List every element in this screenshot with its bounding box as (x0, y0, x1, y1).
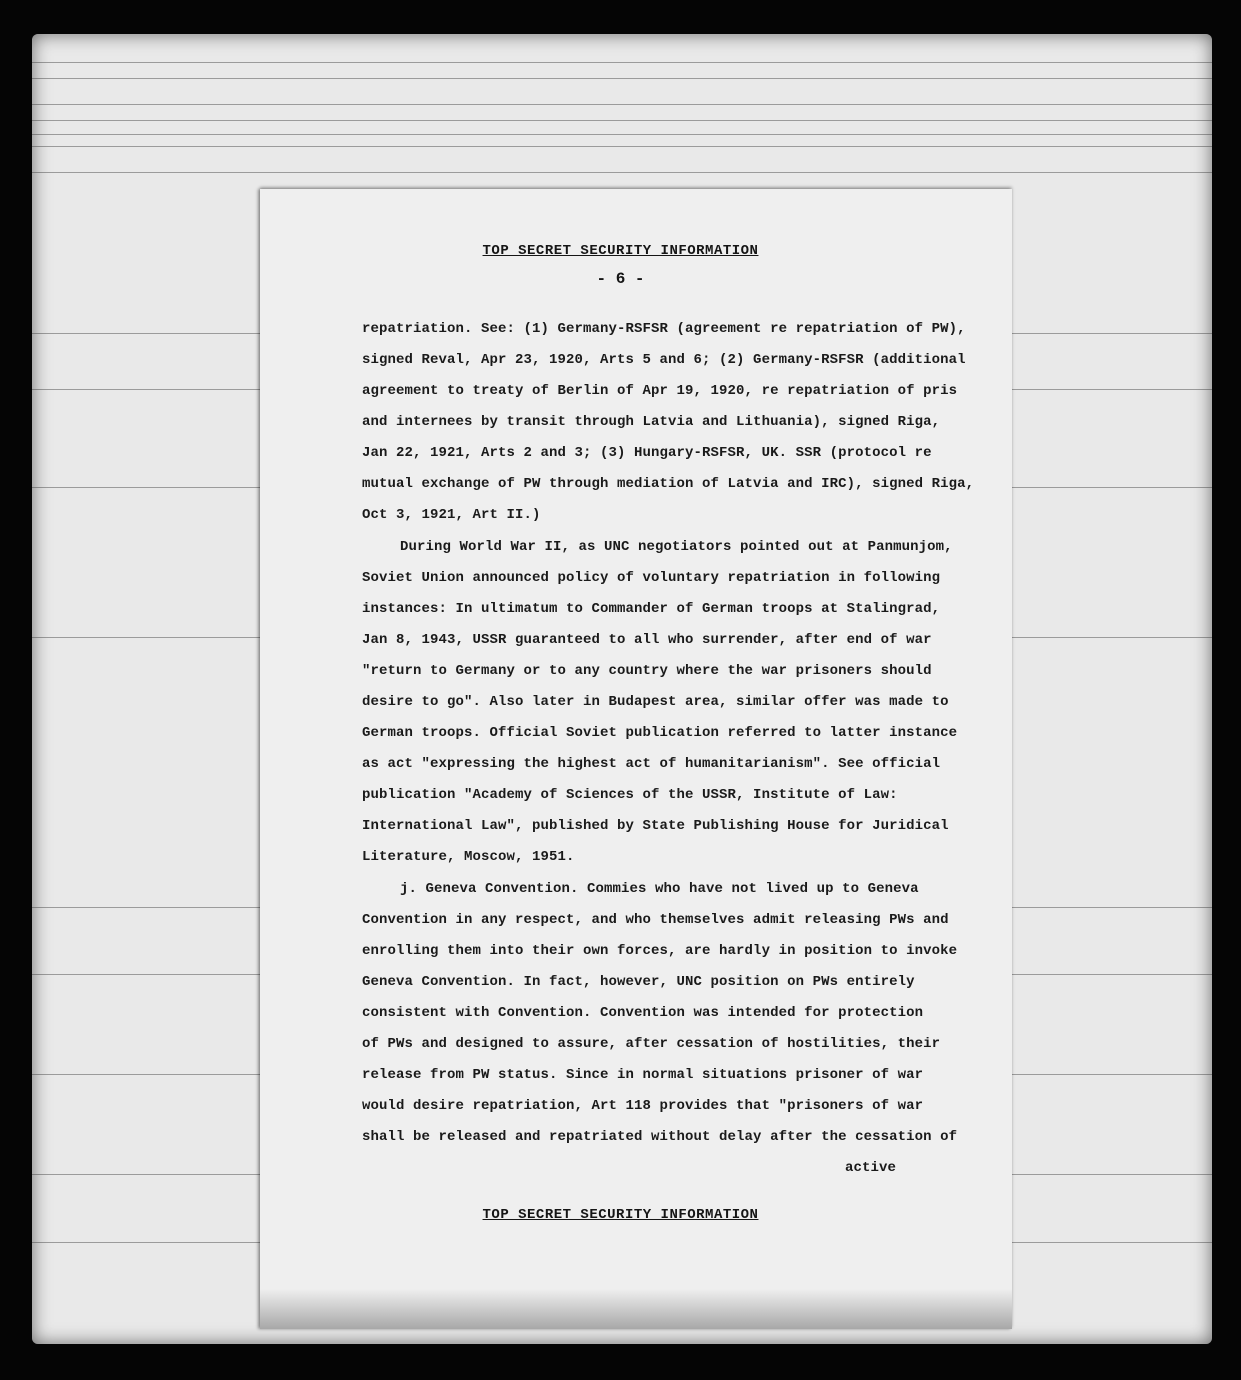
text-line: shall be released and repatriated without delay after the cessation of (362, 1129, 958, 1145)
text-line: Oct 3, 1921, Art II.) (362, 507, 541, 523)
text-line: enrolling them into their own forces, are hardly in position to invoke (362, 943, 958, 959)
text-line: International Law", published by State Publishing House for Juridical (362, 818, 949, 834)
page-number: - 6 - (596, 270, 645, 288)
text-line: Convention in any respect, and who themselves admit releasing PWs and (362, 912, 949, 928)
text-line: Literature, Moscow, 1951. (362, 849, 575, 865)
text-line: "return to Germany or to any country where the war prisoners should (362, 663, 932, 679)
microfilm-frame (32, 34, 1212, 1344)
text-line: Jan 8, 1943, USSR guaranteed to all who surrender, after end of war (362, 632, 932, 648)
text-line: consistent with Convention. Convention was intended for protection (362, 1005, 924, 1021)
text-line: German troops. Official Soviet publication referred to latter instance (362, 725, 958, 741)
text-line: Jan 22, 1921, Arts 2 and 3; (3) Hungary-RSFSR, UK. SSR (protocol re (362, 445, 932, 461)
text-line: would desire repatriation, Art 118 provides that "prisoners of war (362, 1098, 924, 1114)
text-line: publication "Academy of Sciences of the USSR, Institute of Law: (362, 787, 898, 803)
text-line: Geneva Convention. In fact, however, UNC position on PWs entirely (362, 974, 915, 990)
text-line: Soviet Union announced policy of voluntary repatriation in following (362, 570, 941, 586)
text-line: j. Geneva Convention. Commies who have not lived up to Geneva (400, 881, 919, 897)
text-line: signed Reval, Apr 23, 1920, Arts 5 and 6; (2) Germany-RSFSR (additional (362, 352, 966, 368)
text-line: repatriation. See: (1) Germany-RSFSR (agreement re repatriation of PW), (362, 321, 966, 337)
classification-footer: TOP SECRET SECURITY INFORMATION (482, 1207, 759, 1223)
text-line: mutual exchange of PW through mediation of Latvia and IRC), signed Riga, (362, 476, 975, 492)
text-line: agreement to treaty of Berlin of Apr 19, 1920, re repatriation of pris (362, 383, 958, 399)
text-line: release from PW status. Since in normal situations prisoner of war (362, 1067, 924, 1083)
text-line: and internees by transit through Latvia and Lithuania), signed Riga, (362, 414, 941, 430)
classification-header: TOP SECRET SECURITY INFORMATION (482, 243, 759, 259)
text-line: of PWs and designed to assure, after cessation of hostilities, their (362, 1036, 941, 1052)
catchword: active (845, 1160, 897, 1176)
text-line: instances: In ultimatum to Commander of German troops at Stalingrad, (362, 601, 941, 617)
text-line: During World War II, as UNC negotiators pointed out at Panmunjom, (400, 539, 953, 555)
text-line: as act "expressing the highest act of humanitarianism". See official (362, 756, 941, 772)
text-line: desire to go". Also later in Budapest area, similar offer was made to (362, 694, 949, 710)
